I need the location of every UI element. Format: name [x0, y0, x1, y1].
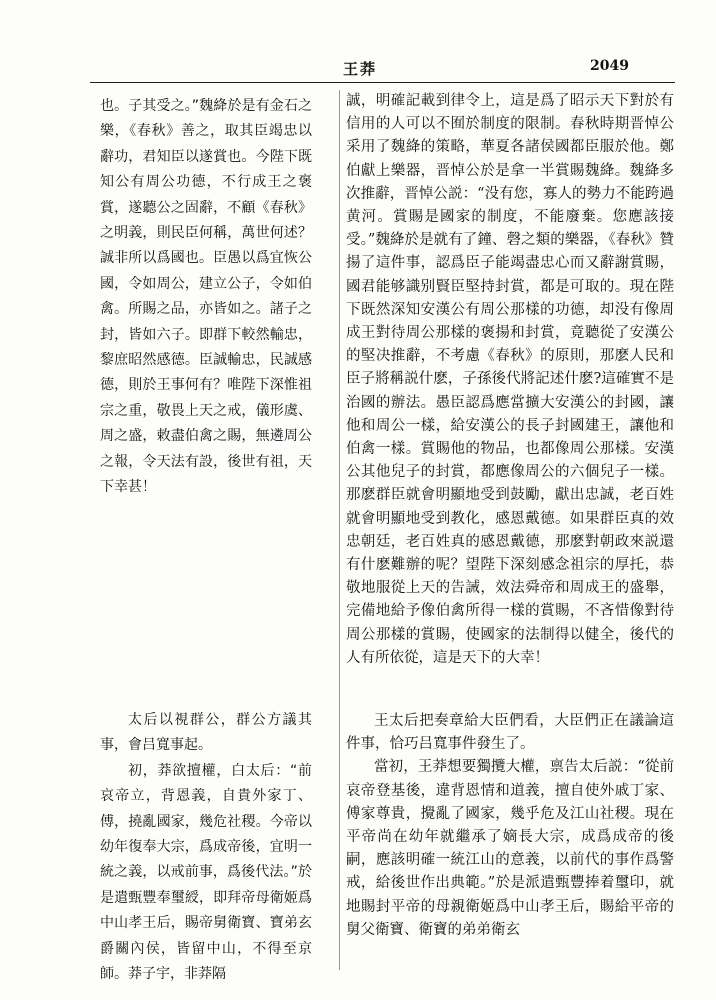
left-text-block-1: 也。子其受之。”魏絳於是有金石之樂，《春秋》善之，取其臣竭忠以辭功，君知臣以遂賞也。今陛下既知公有周公功德，不行成王之褒賞，遂聽公之固辭，不顧《春秋》之明義，則民臣何稱，萬世何述？誠非所以爲國也。臣愚以爲宜恢公國，令如周公，建立公子，令如伯禽。所賜之品，亦皆如之。諸子之封，皆如六子。即群下較然輸忠，黎庶昭然感德。臣誠輸忠，民誠感德，則於王事何有？唯陛下深惟祖宗之重，敬畏上天之戒，儀形虞、周之盛，敕盡伯禽之賜，無遴周公之報，令天法有設，後世有祖，天下幸甚！	[100, 98, 312, 496]
running-title: 王莽	[342, 60, 377, 78]
right-paragraph: 王太后把奏章給大臣們看，大臣們正在議論這件事，恰巧吕寬事件發生了。	[346, 713, 674, 753]
right-text-block-2	[346, 710, 674, 942]
header-rule	[90, 82, 675, 83]
left-text-block-2	[100, 708, 312, 987]
page-number: 2049	[590, 58, 629, 74]
column-divider	[339, 90, 340, 970]
right-paragraph: 當初，王莽想要獨攬大權，禀告太后説：“從前哀帝登基後，違背恩情和道義，擅自使外戚丁家、傅家尊貴，攪亂了國家，幾乎危及江山社稷。現在平帝尚在幼年就繼承了嫡長大宗，成爲成帝的後嗣，應該明確一統江山的意義，以前代的事作爲警戒，給後世作出典範。”於是派遣甄豐捧着璽印，就地賜封平帝的母親衛姬爲中山孝王后，賜給平帝的舅父衛寶、衛寶的弟弟衛玄	[346, 759, 674, 938]
left-paragraph: 太后以視群公，群公方議其事，會吕寬事起。	[100, 712, 312, 754]
left-paragraph: 初，莽欲擅權，白太后：“前哀帝立，背恩義，自貴外家丁、傅，撓亂國家，幾危社稷。今帝以幼年復奉大宗，爲成帝後，宜明一統之義，以戒前事，爲後代法。”於是遣甄豐奉璽綬，即拜帝母衛姬爲中山孝王后，賜帝舅衛寶、寶弟玄爵關內侯，皆留中山，不得至京師。莽子宇，非莽隔	[100, 762, 312, 983]
right-text-block-1: 誠，明確記載到律令上，這是爲了昭示天下對於有信用的人可以不囿於制度的限制。春秋時期晋悼公采用了魏絳的策略，華夏各諸侯國都臣服於他。鄭伯獻上樂器，晋悼公於是拿一半賞賜魏絳。魏絳多次推辭，晋悼公説：“没有您，寡人的勢力不能跨過黄河。賞賜是國家的制度，不能廢棄。您應該接受。”魏絳於是就有了鐘、磬之類的樂器，《春秋》贊揚了這件事，認爲臣子能竭盡忠心而又辭謝賞賜，國君能够識别賢臣堅持封賞，都是可取的。現在陛下既然深知安漢公有周公那樣的功德，却没有像周成王對待周公那樣的褒揚和封賞，竟聽從了安漢公的堅决推辭，不考慮《春秋》的原則，那麽人民和臣子將稱説什麽，子孫後代將記述什麽?這確實不是治國的辦法。愚臣認爲應當擴大安漢公的封國，讓他和周公一樣，給安漢公的長子封國建王，讓他和伯禽一樣。賞賜他的物品，也都像周公那樣。安漢公其他兒子的封賞，都應像周公的六個兒子一樣。那麽群臣就會明顯地受到鼓勵，獻出忠誠，老百姓就會明顯地受到教化，感恩戴德。如果群臣真的效忠朝廷，老百姓真的感恩戴德，那麽對朝政來説還有什麽難辦的呢？望陛下深刻感念祖宗的厚托，恭敬地服從上天的告誡，效法舜帝和周成王的盛舉，完備地給予像伯禽所得一樣的賞賜，不吝惜像對待周公那樣的賞賜，使國家的法制得以健全，後代的人有所依從，這是天下的大幸！	[346, 93, 674, 666]
